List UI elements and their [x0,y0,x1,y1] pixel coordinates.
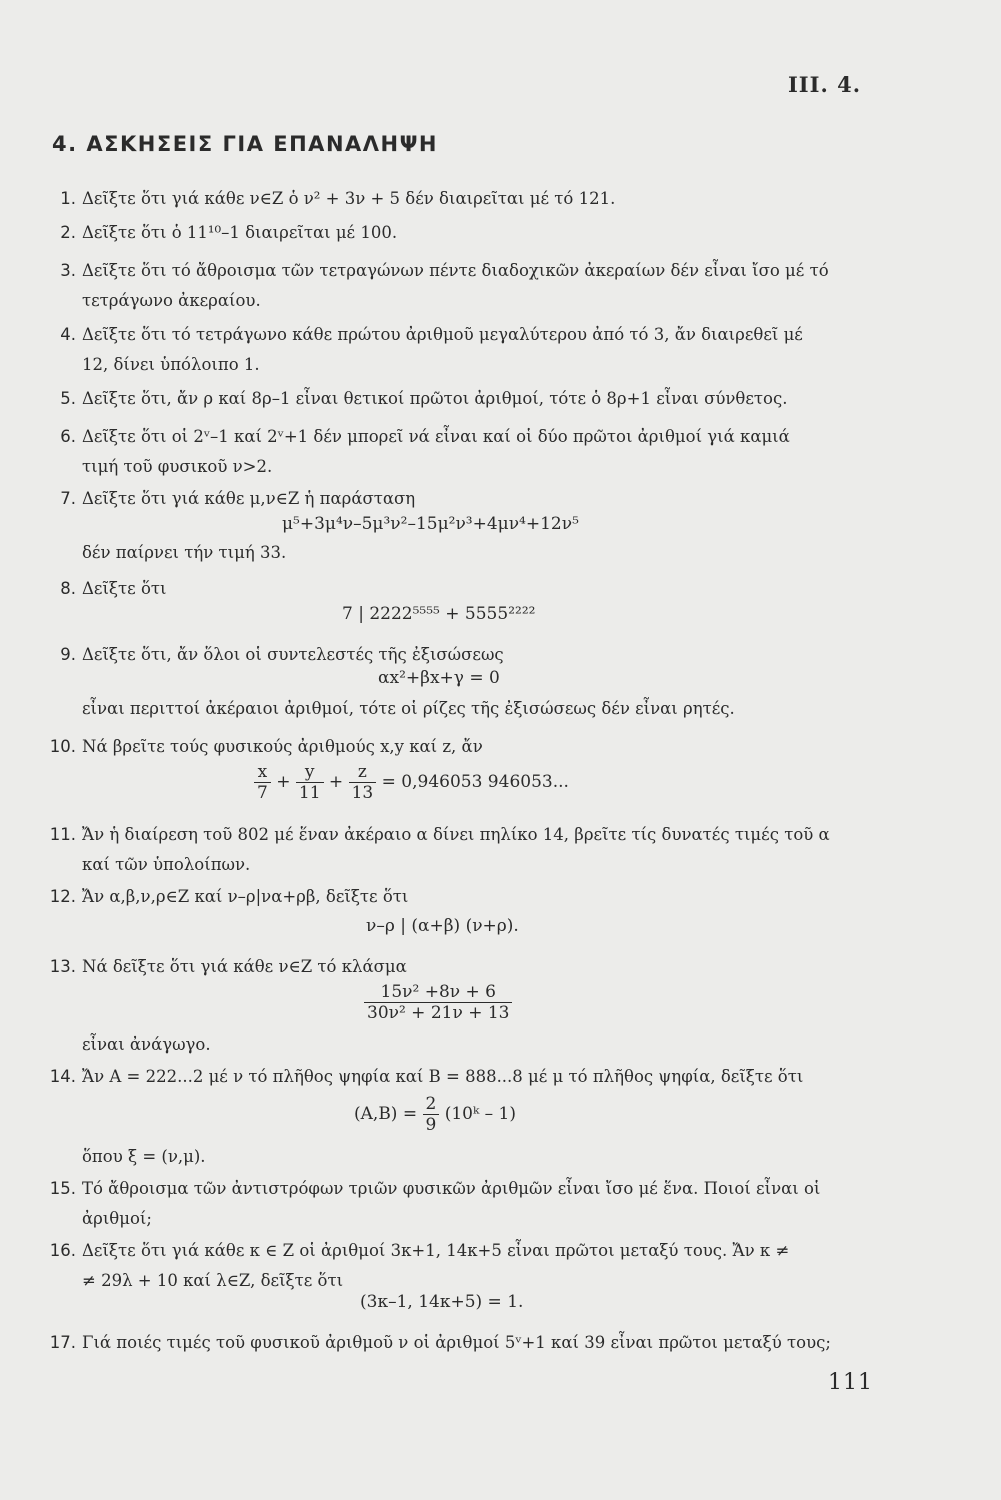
exercise-number: 4. [60,325,76,344]
exercise-number: 3. [60,261,76,280]
exercise-10 [42,732,872,762]
exercise-17 [42,1328,872,1358]
equation-rhs: = 0,946053 946053... [381,772,569,792]
exercise-text: Ἄν ἡ διαίρεση τοῦ 802 μέ ἕναν ἀκέραιο α δίνει πηλίκο 14, βρεῖτε τίς δυνατές τιμές τοῦ α [82,825,830,844]
exercise-4 [42,320,872,380]
exercise-text: Δεῖξτε ὅτι γιά κάθε μ,ν∈Z ἡ παράσταση [82,489,416,508]
exercise-text: Δεῖξτε ὅτι γιά κάθε κ ∈ Z οἱ ἀριθμοί 3κ+1, 14κ+5 εἶναι πρῶτοι μεταξύ τους. Ἄν κ ≠ [82,1241,790,1260]
exercise-9-after [42,694,872,724]
exercise-5 [42,384,872,414]
exercise-text: Ἄν α,β,ν,ρ∈Z καί ν–ρ|να+ρβ, δεῖξτε ὅτι [82,887,409,906]
exercise-9 [42,640,872,670]
formula: αx²+βx+γ = 0 [378,668,500,688]
exercise-2 [42,218,872,248]
exercise-text: Δεῖξτε ὅτι τό ἄθροισμα τῶν τετραγώνων πέντε διαδοχικῶν ἀκεραίων δέν εἶναι ἴσο μέ τό [82,261,829,280]
exercise-number: 17. [49,1333,76,1352]
page-number: 111 [828,1370,873,1395]
exercise-text-cont: δέν παίρνει τήν τιμή 33. [82,543,287,562]
exercise-text: Δεῖξτε ὅτι ὁ 11¹⁰–1 διαιρεῖται μέ 100. [82,223,398,242]
formula: μ⁵+3μ⁴ν–5μ³ν²–15μ²ν³+4μν⁴+12ν⁵ [282,514,579,534]
exercise-text: Δεῖξτε ὅτι, ἄν ὅλοι οἱ συντελεστές τῆς ἐξισώσεως [82,645,504,664]
exercise-text-cont: 12, δίνει ὑπόλοιπο 1. [82,355,260,374]
equation-rhs: (10ᵏ – 1) [444,1104,516,1124]
exercise-1 [42,184,872,214]
exercise-14 [42,1062,872,1092]
section-title: 4. ΑΣΚΗΣΕΙΣ ΓΙΑ ΕΠΑΝΑΛΗΨΗ [52,132,439,156]
exercise-text-cont: τετράγωνο ἀκεραίου. [82,291,261,310]
formula: ν–ρ | (α+β) (ν+ρ). [366,916,519,936]
exercise-text: Νά βρεῖτε τούς φυσικούς ἀριθμούς x,y καί z, ἄν [82,737,483,756]
exercise-14-after [42,1142,872,1172]
exercise-7-after [42,538,872,568]
exercise-number: 5. [60,389,76,408]
equation-lhs: (A,B) = [354,1104,418,1124]
exercise-6 [42,422,872,482]
fraction-y: $\frac{y}{11}$ [296,762,324,803]
exercise-8 [42,574,872,604]
gcd-equation [354,1094,516,1135]
formula: 7 | 2222⁵⁵⁵⁵ + 5555²²²² [342,604,536,624]
exercise-text: Τό ἄθροισμα τῶν ἀντιστρόφων τριῶν φυσικῶν ἀριθμῶν εἶναι ἴσο μέ ἕνα. Ποιοί εἶναι οἱ [82,1179,821,1198]
chapter-header: III. 4. [787,72,861,97]
exercise-number: 13. [49,957,76,976]
exercise-13-after [42,1030,872,1060]
exercise-12 [42,882,872,912]
exercise-number: 15. [49,1179,76,1198]
fraction: $\frac{\text{15ν² +8ν + 6}}{\text{30ν² + 21ν + 13}}$ [364,982,512,1023]
exercise-text: Δεῖξτε ὅτι τό τετράγωνο κάθε πρώτου ἀριθμοῦ μεγαλύτερου ἀπό τό 3, ἄν διαιρεθεῖ μέ [82,325,803,344]
exercise-number: 12. [49,887,76,906]
exercise-text-cont: τιμή τοῦ φυσικοῦ ν>2. [82,457,273,476]
exercise-text-cont: ὅπου ξ = (ν,μ). [82,1147,206,1166]
formula: (3κ–1, 14κ+5) = 1. [360,1292,524,1312]
fraction-expression [364,982,512,1023]
exercise-number: 14. [49,1067,76,1086]
exercise-16 [42,1236,872,1296]
exercise-number: 11. [49,825,76,844]
exercise-text: Ἄν A = 222...2 μέ ν τό πλῆθος ψηφία καί B = 888...8 μέ μ τό πλῆθος ψηφία, δεῖξτε ὅτι [82,1067,804,1086]
exercise-7 [42,484,872,514]
exercise-text: Γιά ποιές τιμές τοῦ φυσικοῦ ἀριθμοῦ ν οἱ ἀριθμοί 5ᵛ+1 καί 39 εἶναι πρῶτοι μεταξύ τους; [82,1333,831,1352]
exercise-3 [42,256,872,316]
exercise-13 [42,952,872,982]
exercise-number: 9. [60,645,76,664]
exercise-number: 7. [60,489,76,508]
exercise-number: 10. [49,737,76,756]
exercise-number: 2. [60,223,76,242]
fraction-z: $\frac{z}{13}$ [349,762,377,803]
exercise-text: Δεῖξτε ὅτι [82,579,167,598]
exercise-number: 16. [49,1241,76,1260]
exercise-text-cont: ≠ 29λ + 10 καί λ∈Z, δεῖξτε ὅτι [82,1271,344,1290]
exercise-text: Δεῖξτε ὅτι, ἄν ρ καί 8ρ–1 εἶναι θετικοί πρῶτοι ἀριθμοί, τότε ὁ 8ρ+1 εἶναι σύνθετος. [82,389,788,408]
exercise-15 [42,1174,872,1234]
exercise-text: Νά δεῖξτε ὅτι γιά κάθε ν∈Z τό κλάσμα [82,957,407,976]
exercise-11 [42,820,872,880]
exercise-text: Δεῖξτε ὅτι οἱ 2ᵛ–1 καί 2ᵛ+1 δέν μπορεῖ νά εἶναι καί οἱ δύο πρῶτοι ἀριθμοί γιά καμιά [82,427,790,446]
exercise-text-cont: εἶναι ἀνάγωγο. [82,1035,211,1054]
exercise-text-cont: εἶναι περιττοί ἀκέραιοι ἀριθμοί, τότε οἱ ρίζες τῆς ἐξισώσεως δέν εἶναι ρητές. [82,699,735,718]
fraction-equation: $\frac{x}{7}$ + $\frac{y}{11}$ + $\frac{z}{13}$ = 0,946053 946053... [254,762,569,803]
exercise-number: 6. [60,427,76,446]
exercise-text-cont: καί τῶν ὑπολοίπων. [82,855,251,874]
fraction: $\frac{2}{9}$ [423,1094,440,1135]
exercise-number: 8. [60,579,76,598]
exercise-text-cont: ἀριθμοί; [82,1209,152,1228]
fraction-x: $\frac{x}{7}$ [254,762,271,803]
exercise-number: 1. [60,189,76,208]
exercise-text: Δεῖξτε ὅτι γιά κάθε ν∈Z ὁ ν² + 3ν + 5 δέν διαιρεῖται μέ τό 121. [82,189,616,208]
